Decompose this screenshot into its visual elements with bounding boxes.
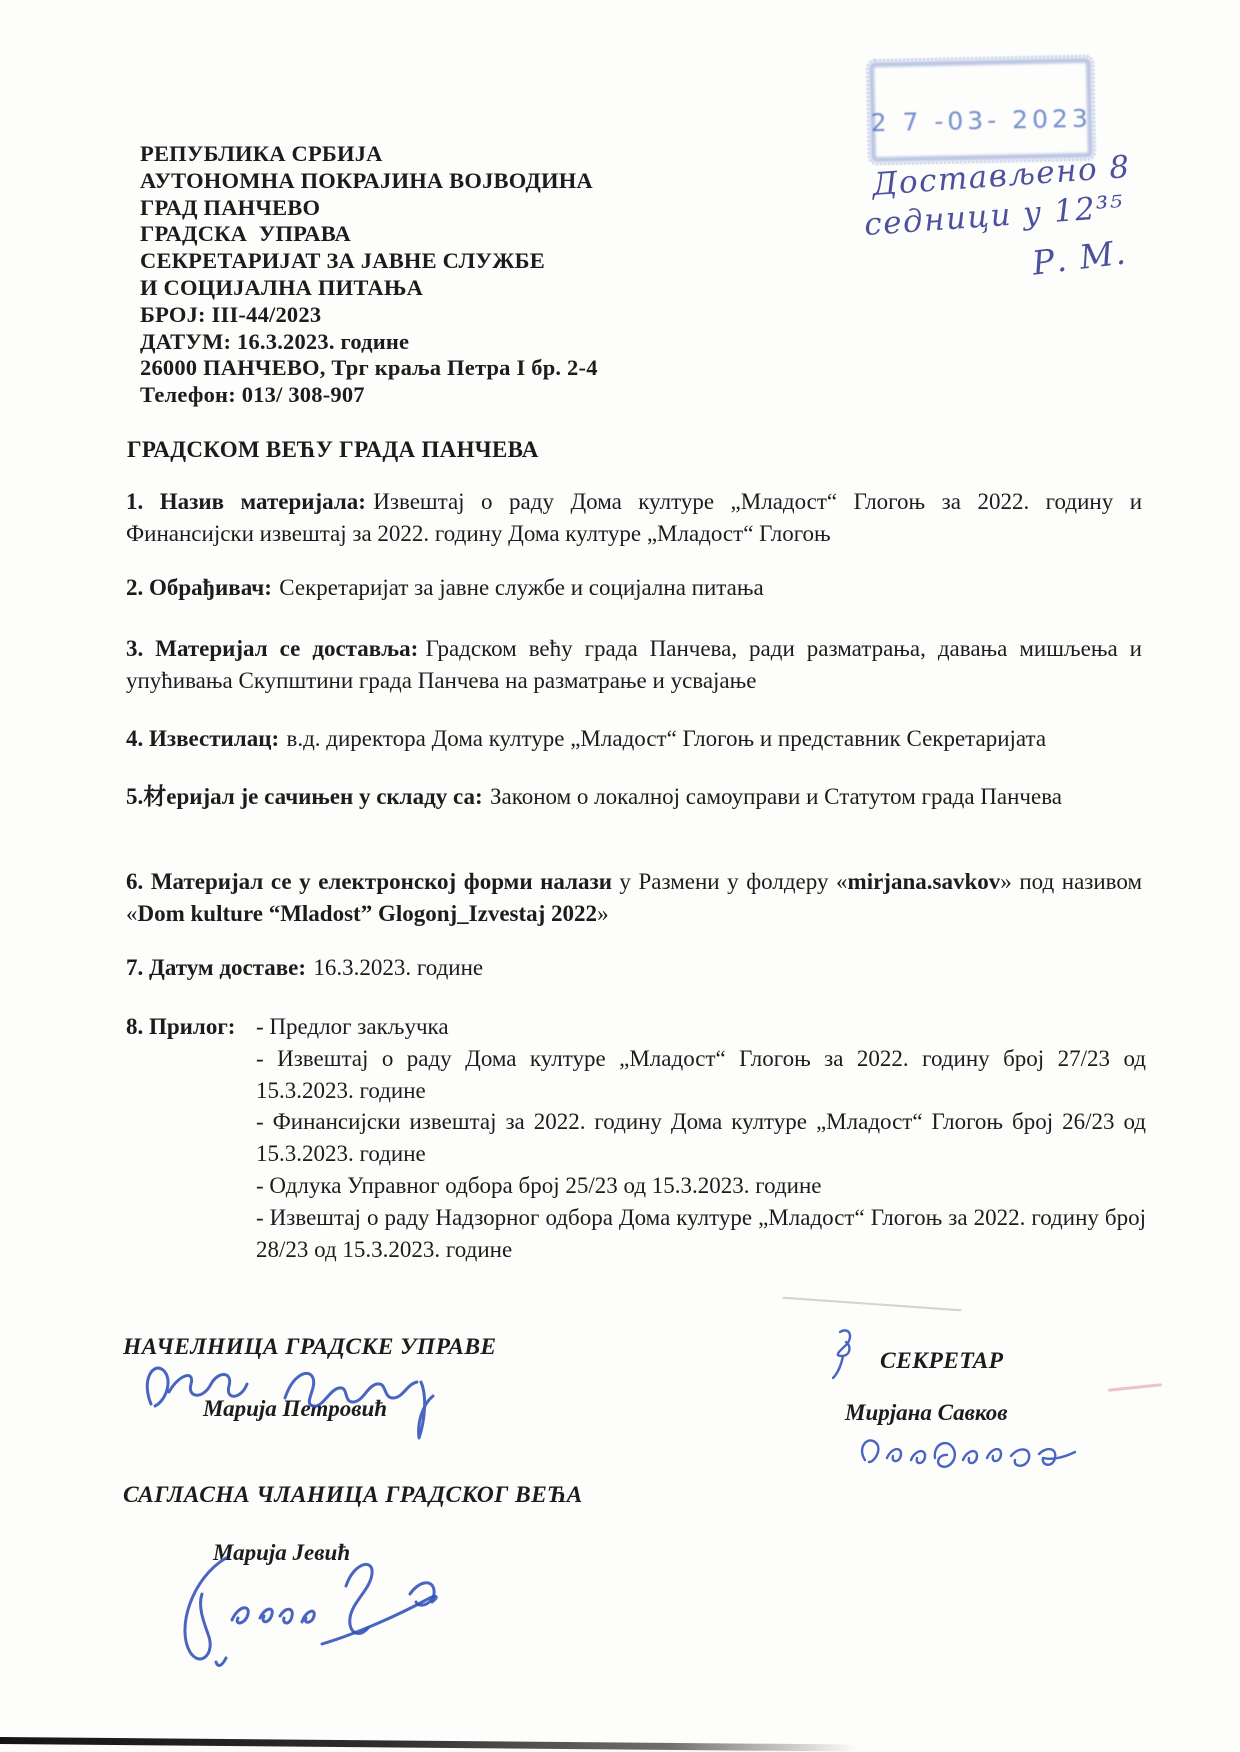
section-6-electronic-form [126, 866, 1142, 930]
section-1-material-name [126, 486, 1142, 550]
secretary-name: Мирјана Савков [845, 1400, 1008, 1425]
secretary-ink-mark [824, 1326, 858, 1382]
section-7-delivery-date [126, 952, 1142, 984]
section-3-label: 3. Материјал се доставља: [126, 636, 419, 661]
section-4-text: в.д. директора Дома културе „Младост“ Глогоњ и представник Секретаријата [286, 726, 1047, 751]
section-6-text-c: » [597, 900, 609, 926]
handwritten-note-line2: седници у 12³⁵ [863, 188, 1126, 244]
section-7-label: 7. Датум доставе: [126, 955, 307, 980]
chief-signature-ink [135, 1352, 450, 1444]
attachment-item: - Одлука Управног одбора број 25/23 од 15.3.2023. године [256, 1172, 822, 1198]
stamp-date: 2 7 -03- 2023 [870, 103, 1093, 138]
section-6-file-name: Dom kulture “Mladost” Glogonj_Izvestaj 2022 [137, 900, 598, 926]
handwritten-initials: Р. М. [1029, 232, 1129, 283]
scan-smudge [782, 1297, 962, 1312]
section-2-processor [126, 572, 1142, 604]
chief-name: Марија Петровић [203, 1396, 388, 1421]
letterhead-line: БРОЈ: III-44/2023 [140, 301, 322, 327]
attachment-list [256, 1011, 1146, 1265]
section-1-text: Извештај о раду Дома културе „Младост“ Глогоњ за 2022. годину и Финансијски извештај за 2022. годину Дома културе „Младост“ Глогоњ [126, 489, 1142, 546]
secretary-signature-ink [855, 1430, 1080, 1478]
section-1-label: 1. Назив материјала: [126, 489, 366, 514]
secretary-title: СЕКРЕТАР [880, 1348, 1004, 1374]
letterhead-line: ГРАДСКА УПРАВА [140, 221, 351, 247]
section-4-reporter [126, 723, 1142, 755]
letterhead-line: И СОЦИЈАЛНА ПИТАЊА [140, 274, 424, 300]
consenting-member-name: Марија Јевић [213, 1540, 351, 1565]
attachment-item: - Извештај о раду Надзорног одбора Дома културе „Младост“ Глогоњ за 2022. годину број 28/23 од 15.3.2023. године [256, 1204, 1146, 1262]
attachment-item: - Финансијски извештај за 2022. годину Дома културе „Младост“ Глогоњ број 26/23 од 15.3.2023. године [256, 1109, 1146, 1167]
section-5-text: Законом о локалној самоуправи и Статутом града Панчева [489, 784, 1062, 809]
letterhead-line: РЕПУБЛИКА СРБИЈА [140, 141, 383, 166]
section-6-text-b: » под називом « [126, 869, 1142, 926]
attachment-item: - Извештај о раду Дома културе „Младост“ Глогоњ за 2022. годину број 27/23 од 15.3.2023. године [256, 1045, 1146, 1103]
letterhead-line: ГРАД ПАНЧЕВО [140, 194, 321, 220]
handwritten-note-line1: Достављено 8 [871, 149, 1132, 203]
chief-title: НАЧЕЛНИЦА ГРАДСКЕ УПРАВЕ [123, 1334, 497, 1360]
section-8-label: 8. Прилог: [126, 1014, 236, 1039]
letterhead-line: АУТОНОМНА ПОКРАЈИНА ВОЈВОДИНА [140, 167, 593, 193]
letterhead-line: СЕКРЕТАРИЈАТ ЗА ЈАВНЕ СЛУЖБЕ [140, 248, 545, 274]
section-6-folder-name: mirjana.savkov [847, 869, 1001, 894]
section-6-text-a: у Размени у фолдеру « [619, 869, 848, 894]
section-2-text: Секретаријат за јавне службе и социјална питања [279, 575, 764, 600]
recipient-title: ГРАДСКОМ ВЕЋУ ГРАДА ПАНЧЕВА [127, 437, 539, 462]
consenting-member-signature-ink [170, 1550, 465, 1674]
section-4-label: 4. Известилац: [126, 726, 280, 751]
attachment-item: - Предлог закључка [256, 1014, 449, 1039]
letterhead-line: ДАТУМ: 16.3.2023. године [140, 328, 410, 354]
date-stamp [869, 58, 1093, 163]
consenting-member-title: САГЛАСНА ЧЛАНИЦА ГРАДСКОГ ВЕЋА [123, 1482, 583, 1508]
section-6-label: 6. Материјал се у електронској форми налази [126, 869, 613, 894]
section-5-label: 5.材еријал је сачињен у складу са: [126, 784, 483, 809]
letterhead-line: 26000 ПАНЧЕВО, Трг краља Петра I бр. 2-4 [140, 355, 598, 381]
section-3-delivered-to [126, 633, 1142, 697]
section-2-label: 2. Обрађивач: [126, 575, 272, 600]
scanner-edge-shadow [0, 1737, 858, 1752]
section-7-text: 16.3.2023. године [313, 955, 484, 980]
section-8-attachments [126, 1011, 1146, 1265]
letterhead [140, 141, 598, 409]
section-5-legal-basis [126, 781, 1142, 813]
scan-pink-mark [1108, 1383, 1162, 1392]
letterhead-line: Телефон: 013/ 308-907 [140, 382, 365, 408]
section-3-text: Градском већу града Панчева, ради разматрања, давања мишљења и упућивања Скупштини града Панчева на разматрање и усвајање [126, 636, 1142, 693]
